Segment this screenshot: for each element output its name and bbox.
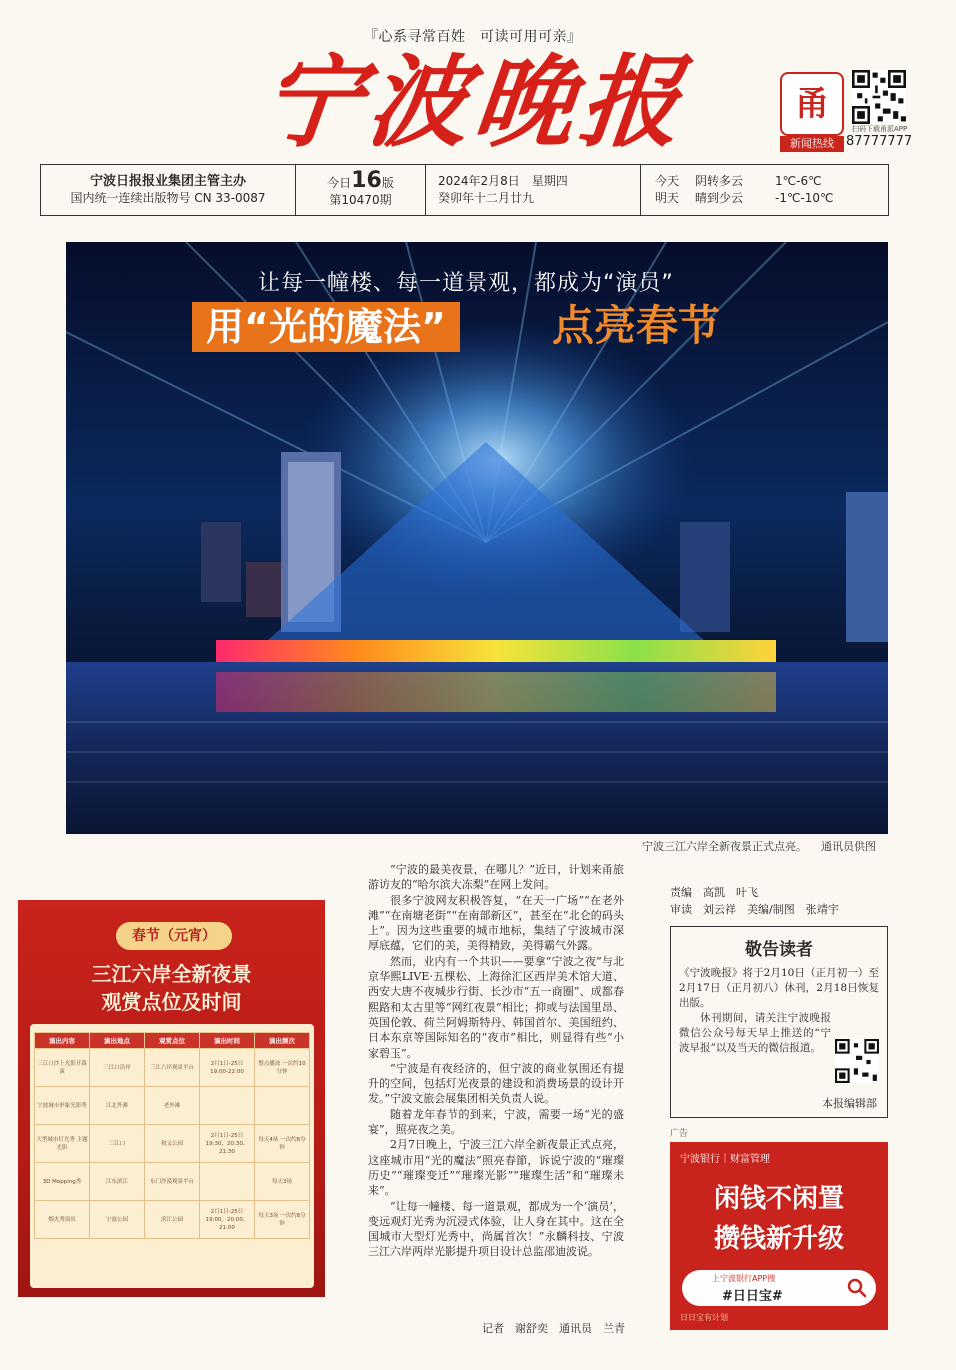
table-row xyxy=(35,1049,310,1087)
article-byline: 记者 谢舒奕 通讯员 兰青 xyxy=(482,1322,625,1335)
serial-number: 国内统一连续出版物号 CN 33-0087 xyxy=(70,191,266,205)
ad-headline-2: 攒钱新升级 xyxy=(713,1224,844,1254)
schedule-header-row xyxy=(35,1033,310,1049)
table-row xyxy=(35,1201,310,1239)
table-cell: 每天3场 一次约8分钟 xyxy=(255,1201,310,1239)
qr-caption: 扫码下载甬派APP xyxy=(852,125,908,133)
table-row xyxy=(35,1125,310,1163)
edition-suffix: 版 xyxy=(381,175,394,190)
table-cell: 每天4场 一次约8分钟 xyxy=(255,1125,310,1163)
ad-headline-1: 闲钱不闲置 xyxy=(713,1184,844,1214)
lunar-date: 癸卯年十二月廿九 xyxy=(438,191,535,205)
weather-day: 今天 xyxy=(655,174,680,188)
article-paragraph: 然而，业内有一个共识——要拿“宁波之夜”与北京华熙LIVE·五棵松、上海徐汇区西岸美术馆大道、西安大唐不夜城步行街、长沙市“五一商圈”、成都春熙路和太古里等“网红夜景”相比；抑或与法国里昂、英国伦敦、荷兰阿姆斯特丹、韩国首尔、美国纽约、日本东京等国际知名的“夜市”相比，则显得有些“小家碧玉”。 xyxy=(368,954,624,1060)
table-cell xyxy=(200,1087,255,1125)
schedule-table xyxy=(34,1032,310,1239)
table-cell: 三江口沙上光影开幕演 xyxy=(35,1049,90,1087)
article-paragraph: “宁波是有夜经济的，但宁波的商业氛围还有提升的空间，包括灯光夜景的建设和消费场景的设计开发。”宁波文旅会展集团相关负责人说。 xyxy=(368,1061,624,1106)
notice-signature: 本报编辑部 xyxy=(822,1097,877,1110)
weather-cell xyxy=(641,165,888,215)
column-header: 演出时间 xyxy=(200,1033,255,1049)
ad-bank-name: 宁波银行｜财富管理 xyxy=(680,1154,770,1165)
hotline-number: 87777777 xyxy=(846,134,913,149)
table-cell: 东门沙漠观景平台 xyxy=(145,1163,200,1201)
bank-advertisement[interactable] xyxy=(670,1142,888,1330)
publisher-name: 宁波日报报业集团主管主办 xyxy=(89,174,246,189)
column-header: 演出内容 xyxy=(35,1033,90,1049)
hero-kicker: 让每一幢楼、每一道景观，都成为“演员” xyxy=(258,271,674,296)
table-cell: 三江口 xyxy=(90,1125,145,1163)
weather-condition: 阴转多云 xyxy=(695,174,744,188)
schedule-poster xyxy=(18,900,325,1297)
editor-line: 责编 高凯 叶飞 xyxy=(670,886,758,899)
date-cell xyxy=(426,165,641,215)
notice-body xyxy=(679,966,879,1056)
weather-today xyxy=(655,173,882,190)
masthead-slogan: 『心系寻常百姓 可读可用可亲』 xyxy=(364,29,582,45)
yongpai-app-icon: 甬 xyxy=(795,84,829,124)
date: 2024年2月8日 星期四 xyxy=(438,174,568,188)
table-cell xyxy=(200,1163,255,1201)
table-cell: 老外滩 xyxy=(145,1087,200,1125)
hotline-label: 新闻热线 xyxy=(780,136,844,152)
editor-line: 审读 刘云祥 美编/制图 张靖宇 xyxy=(670,903,839,916)
poster-title-line-1: 三江六岸全新夜景 xyxy=(91,962,252,986)
publisher-cell xyxy=(41,165,296,215)
weather-condition: 晴到少云 xyxy=(695,191,744,205)
weather-temp: 1℃-6℃ xyxy=(775,174,822,188)
table-cell: 宁波公园 xyxy=(90,1201,145,1239)
table-cell: 大型城市灯光秀 主题光影 xyxy=(35,1125,90,1163)
issue-number: 第10470期 xyxy=(329,192,392,207)
column-header: 演出频次 xyxy=(255,1033,310,1049)
ad-label: 广告 xyxy=(670,1129,689,1139)
article-paragraph: 很多宁波网友积极答复，“在天一广场”“在老外滩”“在南塘老街”“在南部新区”，甚至在“北仑的码头上”。因为这些重要的城市地标，集结了宁波城市深厚底蕴，它们的美，美得精致，美得霸气外露。 xyxy=(368,893,624,953)
table-cell: 和义公园 xyxy=(145,1125,200,1163)
notice-paragraph: 休刊期间，请关注宁波晚报微信公众号每天早上推送的“宁波早报”以及当天的微信报道。 xyxy=(679,1012,831,1054)
poster-badge: 春节（元宵） xyxy=(116,922,232,950)
article-body xyxy=(368,862,624,1260)
ad-search-prompt: 上宁波银行APP搜 xyxy=(712,1274,776,1283)
table-row xyxy=(35,1163,310,1201)
notice-paragraph: 《宁波晚报》将于2月10日（正月初一）至2月17日（正月初八）休刊，2月18日恢复出版。 xyxy=(679,967,879,1009)
hero-night-photo xyxy=(66,242,888,834)
caption-text: 宁波三江六岸全新夜景正式点亮。 xyxy=(642,840,807,853)
photo-credit: 通讯员供图 xyxy=(821,840,876,853)
article-paragraph: 2月7日晚上，宁波三江六岸全新夜景正式点亮，这座城市用“光的魔法”照亮春節，诉说宁波的“璀璨历史”“璀璨变迁”“璀璨光影”“璀璨生活”和“璀璨未来”。 xyxy=(368,1138,624,1198)
edition-cell xyxy=(296,165,426,215)
poster-title-line-2: 观赏点位及时间 xyxy=(101,990,242,1014)
table-cell: 2月1日-25日 19:30、20:30、21:30 xyxy=(200,1125,255,1163)
hero-headline-secondary: 点亮春节 xyxy=(552,301,721,350)
table-cell: 烟火秀演出 xyxy=(35,1201,90,1239)
app-logo[interactable] xyxy=(780,72,844,136)
article-paragraph: “宁波的最美夜景，在哪儿？”近日，计划来甬旅游访友的“哈尔滨大冻梨”在网上发问。 xyxy=(368,863,624,892)
weather-day: 明天 xyxy=(655,191,680,205)
table-cell: 江北外滩 xyxy=(90,1087,145,1125)
edition-prefix: 今日 xyxy=(327,175,352,190)
weather-tomorrow xyxy=(655,190,882,207)
ad-search-bar xyxy=(682,1270,876,1306)
table-cell: 2月1日-25日 19:00-22:00 xyxy=(200,1049,255,1087)
photo-caption xyxy=(642,838,876,854)
table-cell xyxy=(255,1087,310,1125)
edition-pages xyxy=(327,167,394,193)
hero-headline-main: 用“光的魔法” xyxy=(192,302,460,352)
table-cell: 三江口沿岸 xyxy=(90,1049,145,1087)
column-header: 观赏点位 xyxy=(145,1033,200,1049)
masthead-title: 宁波晚报 xyxy=(255,43,693,161)
article-paragraph: “让每一幢楼、每一道景观，都成为一个‘演员’，变远观灯光秀为沉浸式体验，让人身在其中。这在全国城市大型灯光秀中，尚属首次！”永麟科技、宁波三江六岸两岸光影提升项目设计总监邵迪波说。 xyxy=(368,1199,624,1259)
qr-code-icon[interactable] xyxy=(835,1039,879,1083)
info-bar xyxy=(40,164,889,216)
table-cell: 每天3场 xyxy=(255,1163,310,1201)
table-cell: 江东滨江 xyxy=(90,1163,145,1201)
weather-temp: -1℃-10℃ xyxy=(775,191,834,205)
ad-search-keyword: #日日宝# xyxy=(722,1289,783,1304)
table-cell: 整点播放 一次约10分钟 xyxy=(255,1049,310,1087)
table-cell: 滨江公园 xyxy=(145,1201,200,1239)
edition-page-count: 16 xyxy=(351,167,382,193)
notice-title: 敬告读者 xyxy=(745,940,813,960)
table-cell: 3D Mapping秀 xyxy=(35,1163,90,1201)
table-cell: 2月1日-25日 19:00、20:00、21:00 xyxy=(200,1201,255,1239)
column-header: 演出地点 xyxy=(90,1033,145,1049)
table-row xyxy=(35,1087,310,1125)
ad-footer: 日日宝有计划 xyxy=(680,1313,728,1322)
poster-schedule-card xyxy=(30,1024,314,1288)
table-cell: 宁波城市形象光影秀 xyxy=(35,1087,90,1125)
table-cell: 三江六岸观景平台 xyxy=(145,1049,200,1087)
reader-notice xyxy=(670,926,888,1118)
search-icon xyxy=(846,1277,868,1299)
article-paragraph: 随着龙年春节的到来，宁波，需要一场“光的盛宴”，照亮夜之美。 xyxy=(368,1107,624,1137)
editor-credits xyxy=(670,884,839,918)
qr-code-icon[interactable] xyxy=(852,70,906,124)
